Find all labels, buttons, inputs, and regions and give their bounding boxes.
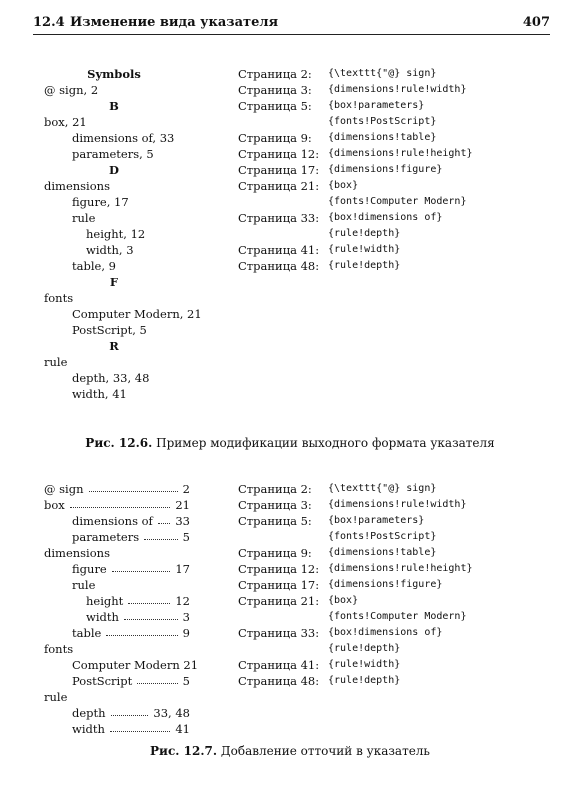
index-entry: rule	[72, 211, 96, 225]
index-entry	[72, 577, 190, 593]
page-label: Страница 5:	[238, 514, 312, 528]
index-entry: depth, 33, 48	[72, 371, 150, 385]
dot-leader	[137, 673, 177, 684]
page-label: Страница 21:	[238, 179, 320, 193]
dot-leader	[112, 561, 171, 572]
page-number: 407	[522, 15, 550, 30]
index-page-number: 12	[175, 594, 190, 608]
index-code: {rule!depth}	[328, 643, 401, 654]
index-entry	[72, 625, 190, 641]
index-code: {fonts!PostScript}	[328, 116, 437, 127]
index-entry-text: box	[44, 498, 65, 512]
index-entry: height, 12	[86, 227, 146, 241]
index-entry-text: PostScript	[72, 674, 133, 688]
index-page-number: 2	[182, 482, 190, 496]
index-code: {dimensions!rule!width}	[328, 84, 467, 95]
index-code: {fonts!Computer Modern}	[328, 611, 467, 622]
index-code: {dimensions!figure}	[328, 579, 443, 590]
page-label: Страница 17:	[238, 578, 320, 592]
index-code: {fonts!Computer Modern}	[328, 196, 467, 207]
dot-leader	[70, 497, 171, 508]
index-group-letter: D	[109, 163, 119, 177]
caption-label: Рис. 12.6.	[85, 436, 153, 450]
index-entry: table, 9	[72, 259, 116, 273]
page-label: Страница 21:	[238, 594, 320, 608]
index-code: {\texttt{"@} sign}	[328, 68, 437, 79]
index-page-number: 9	[182, 626, 190, 640]
dot-leader	[111, 705, 149, 716]
index-code: {dimensions!rule!height}	[328, 563, 473, 574]
section-number: 12.4	[33, 15, 65, 30]
figure-caption-12-7	[0, 742, 580, 760]
index-entry: fonts	[44, 291, 74, 305]
index-code: {fonts!PostScript}	[328, 531, 437, 542]
index-entry	[44, 481, 190, 497]
dot-leader	[89, 481, 178, 492]
index-entry	[72, 513, 190, 529]
index-group-letter: F	[109, 275, 119, 289]
section-title: Изменение вида указателя	[70, 15, 279, 30]
index-entry	[72, 705, 190, 721]
page-label: Страница 41:	[238, 243, 320, 257]
index-entry	[86, 593, 190, 609]
page-label: Страница 48:	[238, 259, 320, 273]
index-entry-text: figure	[72, 562, 107, 576]
index-entry	[72, 529, 190, 545]
index-entry-text: parameters	[72, 530, 140, 544]
index-code: {rule!width}	[328, 244, 401, 255]
index-entry: PostScript, 5	[72, 323, 147, 337]
index-entry: width, 3	[86, 243, 134, 257]
index-entry-text: dimensions	[44, 546, 110, 560]
index-entry: figure, 17	[72, 195, 129, 209]
index-page-number: 33	[175, 514, 190, 528]
page-label: Страница 9:	[238, 131, 312, 145]
page-label: Страница 17:	[238, 163, 320, 177]
index-page-number: 3	[182, 610, 190, 624]
page-label: Страница 33:	[238, 626, 320, 640]
index-code: {dimensions!rule!height}	[328, 148, 473, 159]
dot-leader	[128, 593, 170, 604]
dot-leader	[124, 609, 178, 620]
index-page-number: 5	[182, 530, 190, 544]
figure-caption-12-6	[0, 434, 580, 452]
index-entry: parameters, 5	[72, 147, 154, 161]
index-entry	[44, 689, 190, 705]
caption-text: Добавление отточий в указатель	[220, 744, 430, 758]
index-entry	[72, 561, 190, 577]
index-code: {box!parameters}	[328, 100, 425, 111]
index-entry	[72, 721, 190, 737]
caption-text: Пример модификации выходного формата указателя	[156, 436, 495, 450]
index-entry-text: dimensions of	[72, 514, 153, 528]
page-label: Страница 3:	[238, 498, 312, 512]
index-entry	[72, 657, 199, 673]
page-label: Страница 2:	[238, 67, 312, 81]
index-code: {box!dimensions of}	[328, 627, 443, 638]
index-page-number: 17	[175, 562, 190, 576]
index-entry-text: fonts	[44, 642, 74, 656]
index-entry	[44, 497, 190, 513]
page-label: Страница 33:	[238, 211, 320, 225]
index-entry: dimensions	[44, 179, 110, 193]
index-code: {rule!width}	[328, 659, 401, 670]
page-label: Страница 12:	[238, 147, 320, 161]
index-entry-text: height	[86, 594, 124, 608]
index-code: {rule!depth}	[328, 260, 401, 271]
page-label: Страница 41:	[238, 658, 320, 672]
index-group-letter: Symbols	[87, 67, 141, 81]
dot-leader	[110, 721, 170, 732]
index-group-letter: B	[109, 99, 119, 113]
index-entry: width, 41	[72, 387, 127, 401]
page-label: Страница 9:	[238, 546, 312, 560]
index-entry	[86, 609, 190, 625]
index-entry-text: @ sign	[44, 482, 84, 496]
index-entry-text: rule	[44, 690, 68, 704]
index-entry: Computer Modern, 21	[72, 307, 202, 321]
caption-label: Рис. 12.7.	[150, 744, 218, 758]
index-code: {\texttt{"@} sign}	[328, 483, 437, 494]
index-entry-text: width	[72, 722, 105, 736]
page-label: Страница 2:	[238, 482, 312, 496]
index-code: {box}	[328, 180, 359, 191]
page-label: Страница 5:	[238, 99, 312, 113]
header-rule	[33, 34, 550, 35]
index-entry: box, 21	[44, 115, 87, 129]
page-label: Страница 48:	[238, 674, 320, 688]
index-page-number: 21	[175, 498, 190, 512]
index-code: {dimensions!rule!width}	[328, 499, 467, 510]
index-entry-text: depth	[72, 706, 106, 720]
index-page-number: 5	[182, 674, 190, 688]
index-page-number: 33, 48	[153, 706, 190, 720]
index-code: {box!parameters}	[328, 515, 425, 526]
index-entry	[44, 641, 190, 657]
index-entry-text: Computer Modern 21	[72, 658, 199, 672]
index-code: {dimensions!table}	[328, 547, 437, 558]
index-entry	[72, 673, 190, 689]
index-entry	[44, 545, 190, 561]
dot-leader	[144, 529, 178, 540]
index-entry-text: rule	[72, 578, 96, 592]
dot-leader	[158, 513, 171, 524]
index-page-number: 41	[175, 722, 190, 736]
dot-leader	[106, 625, 177, 636]
page-label: Страница 12:	[238, 562, 320, 576]
index-code: {box}	[328, 595, 359, 606]
index-code: {box!dimensions of}	[328, 212, 443, 223]
index-entry: dimensions of, 33	[72, 131, 175, 145]
page-label: Страница 3:	[238, 83, 312, 97]
index-entry: @ sign, 2	[44, 83, 99, 97]
index-entry-text: width	[86, 610, 119, 624]
index-code: {rule!depth}	[328, 675, 401, 686]
index-code: {rule!depth}	[328, 228, 401, 239]
index-entry: rule	[44, 355, 68, 369]
index-entry-text: table	[72, 626, 102, 640]
page-header	[0, 0, 580, 40]
index-group-letter: R	[109, 339, 119, 353]
index-code: {dimensions!table}	[328, 132, 437, 143]
index-code: {dimensions!figure}	[328, 164, 443, 175]
